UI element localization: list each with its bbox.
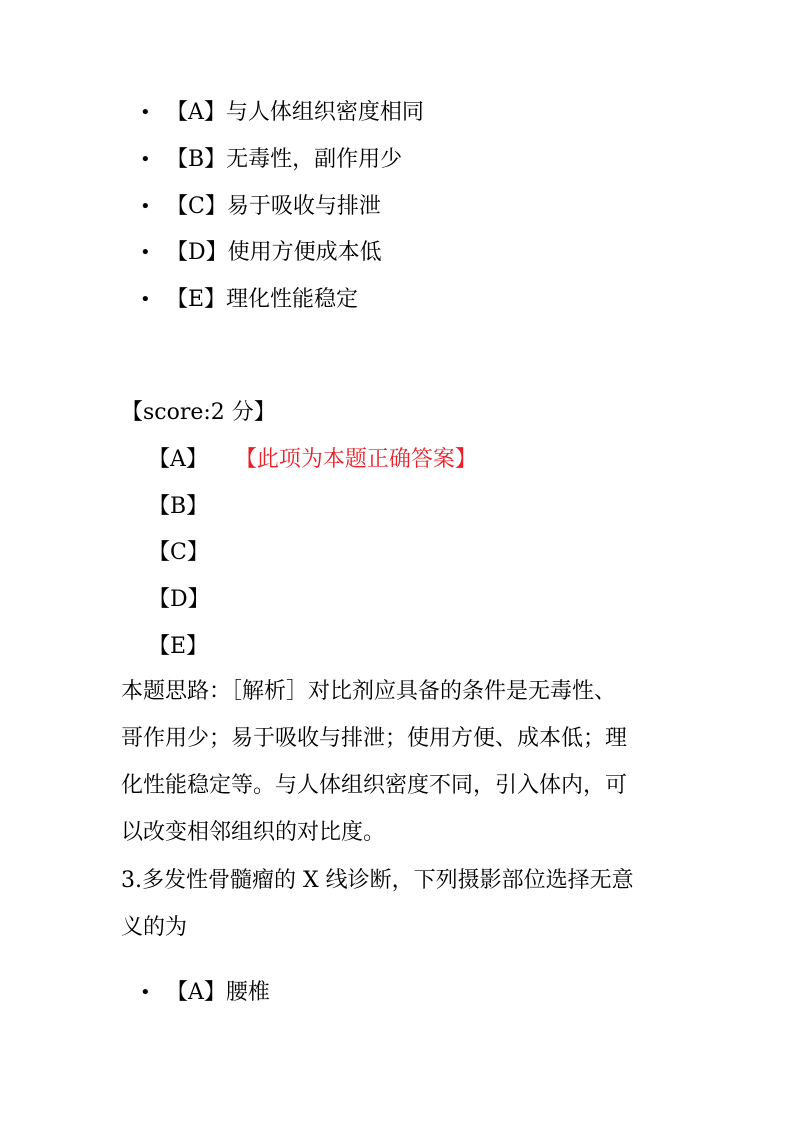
explanation-line: 哥作用少；易于吸收与排泄；使用方便、成本低；理 bbox=[121, 726, 628, 751]
q2-answer-a-label: 【A】 bbox=[148, 447, 208, 472]
correct-answer-note: 【此项为本题正确答案】 bbox=[245, 447, 477, 472]
explanation-line: 化性能稳定等。与人体组织密度不同，引入体内，可 bbox=[121, 773, 628, 798]
question-line: 3.多发性骨髓瘤的 X 线诊断，下列摄影部位选择无意 bbox=[121, 868, 634, 893]
bullet-icon: • bbox=[140, 102, 151, 123]
q2-option-e-text: 【E】理化性能稳定 bbox=[166, 287, 359, 312]
q3-option-a bbox=[140, 978, 270, 1008]
q2-option-b bbox=[140, 145, 402, 175]
question-line: 义的为 bbox=[121, 915, 188, 940]
q2-option-c bbox=[140, 192, 381, 222]
bullet-icon: • bbox=[140, 149, 151, 170]
q2-option-d-text: 【D】使用方便成本低 bbox=[166, 240, 382, 265]
q2-option-e bbox=[140, 285, 358, 315]
bullet-icon: • bbox=[140, 982, 151, 1003]
q2-answer-e: 【E】 bbox=[148, 634, 209, 659]
q2-answer-a bbox=[148, 445, 477, 475]
bullet-icon: • bbox=[140, 242, 151, 263]
explanation-line: 本题思路：［解析］对比剂应具备的条件是无毒性、 bbox=[121, 679, 617, 704]
q2-option-c-text: 【C】易于吸收与排泄 bbox=[166, 194, 381, 219]
bullet-icon: • bbox=[140, 196, 151, 217]
q3-question bbox=[121, 857, 681, 951]
q2-option-a-text: 【A】与人体组织密度相同 bbox=[166, 100, 424, 125]
q2-option-b-text: 【B】无毒性，副作用少 bbox=[166, 147, 403, 172]
bullet-icon: • bbox=[140, 289, 151, 310]
q2-option-d bbox=[140, 238, 382, 268]
q2-answer-b: 【B】 bbox=[148, 494, 209, 519]
q2-explanation bbox=[121, 668, 681, 856]
explanation-line: 以改变相邻组织的对比度。 bbox=[121, 820, 386, 845]
q2-option-a bbox=[140, 98, 424, 128]
q3-option-a-text: 【A】腰椎 bbox=[166, 980, 270, 1005]
q2-answer-c: 【C】 bbox=[148, 540, 209, 565]
q2-score: 【score:2 分】 bbox=[121, 400, 276, 425]
q2-answer-d: 【D】 bbox=[148, 587, 210, 612]
